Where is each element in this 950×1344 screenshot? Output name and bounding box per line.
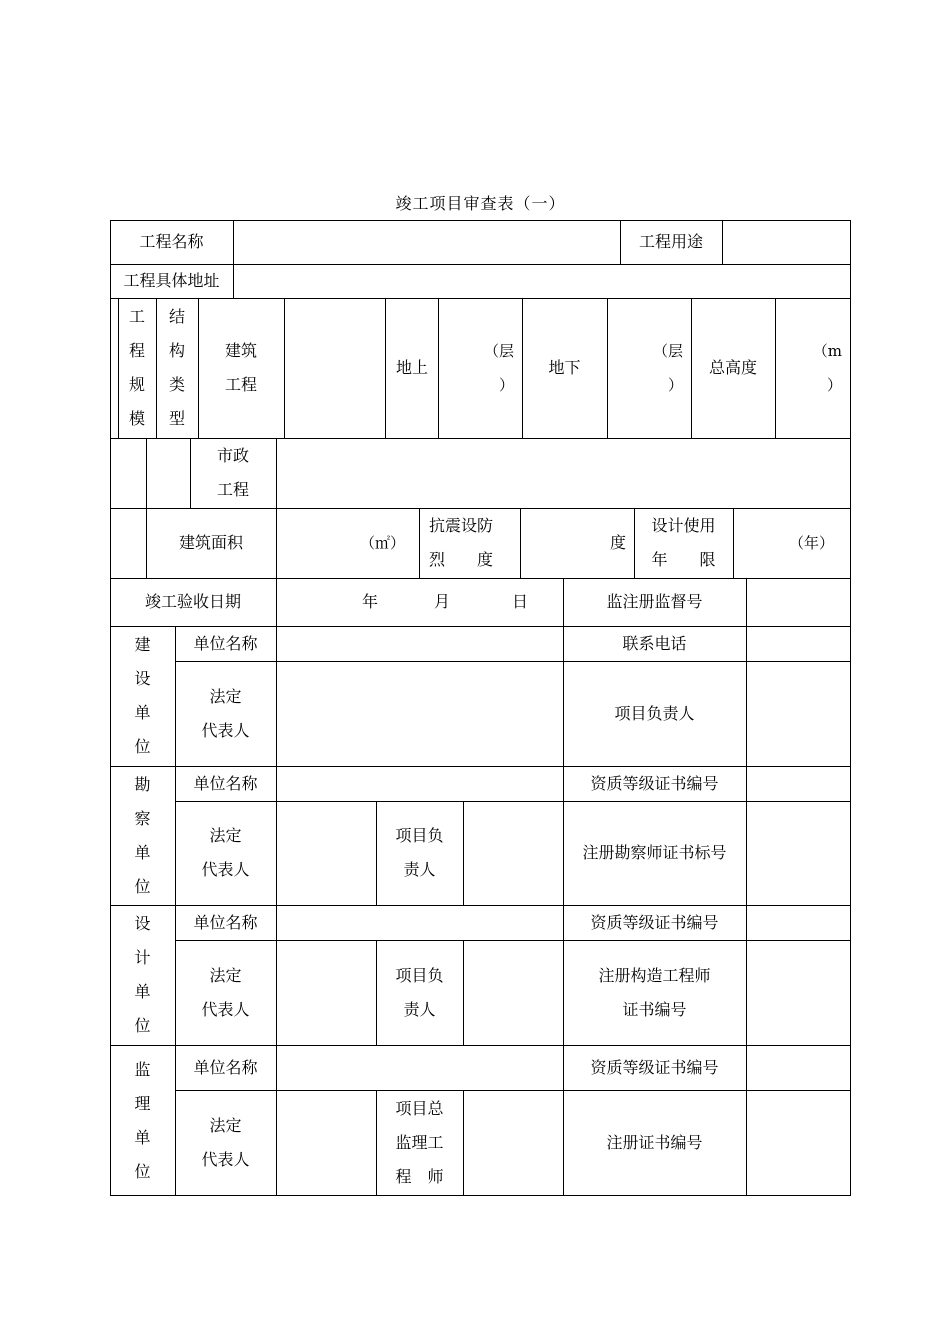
supervision-legal-rep-label: 法定 代表人 (201, 1116, 250, 1169)
survey-legal-rep-field[interactable] (277, 801, 376, 905)
construction-legal-rep-field[interactable] (277, 661, 563, 766)
project-name-label: 工程名称 (139, 232, 204, 251)
project-address-label: 工程具体地址 (123, 271, 220, 290)
seismic-intensity-label: 抗震设防 烈 度 (429, 516, 494, 569)
survey-project-leader-field[interactable] (464, 801, 563, 905)
survey-engineer-cert-field[interactable] (747, 801, 850, 905)
supervision-legal-rep-field[interactable] (277, 1090, 376, 1196)
construction-unit-name-field[interactable] (277, 626, 563, 661)
survey-qualification-label: 资质等级证书编号 (590, 773, 719, 793)
construction-phone-label: 联系电话 (622, 633, 687, 653)
chief-supervisor-field[interactable] (464, 1090, 563, 1196)
survey-qualification-field[interactable] (747, 766, 850, 801)
survey-unit-name-field[interactable] (277, 766, 563, 801)
supervision-unit-name-label: 单位名称 (193, 1057, 258, 1077)
project-name-field[interactable] (234, 220, 620, 264)
construction-unit-label: 建 设 单 位 (134, 635, 151, 756)
municipal-project-label: 市政 工程 (216, 446, 249, 499)
supervision-cert-field[interactable] (747, 1090, 850, 1196)
above-ground-unit[interactable]: （层 ） (483, 342, 514, 394)
project-scale-label: 工 程 规 模 (128, 307, 145, 428)
below-ground-unit[interactable]: （层 ） (652, 342, 683, 394)
supervision-qualification-label: 资质等级证书编号 (590, 1057, 719, 1077)
design-life-label: 设计使用 年 限 (651, 516, 716, 569)
below-ground-label: 地下 (548, 358, 581, 377)
building-project-field[interactable] (285, 298, 385, 438)
design-project-leader-field[interactable] (464, 940, 563, 1045)
above-ground-label: 地上 (395, 358, 428, 377)
design-unit-label: 设 计 单 位 (134, 914, 151, 1035)
supervision-unit-name-field[interactable] (277, 1045, 563, 1090)
design-life-field[interactable]: （年） (788, 534, 834, 552)
page-title: 竣工项目审查表（一） (395, 194, 566, 213)
design-qualification-label: 资质等级证书编号 (590, 912, 719, 932)
building-area-field[interactable]: （㎡） (359, 534, 405, 552)
chief-supervisor-label: 项目总 监理工 程 师 (395, 1099, 444, 1186)
structure-type-label: 结 构 类 型 (168, 307, 185, 428)
design-engineer-cert-label: 注册构造工程师 证书编号 (598, 965, 711, 1019)
acceptance-date-label: 竣工验收日期 (144, 592, 241, 611)
acceptance-year[interactable]: 年 (361, 592, 378, 611)
total-height-unit[interactable]: （m ） (812, 342, 842, 394)
supervision-number-field[interactable] (747, 578, 850, 626)
design-legal-rep-field[interactable] (277, 940, 376, 1045)
survey-project-leader-label: 项目负 责人 (395, 826, 444, 879)
total-height-label: 总高度 (708, 358, 757, 377)
construction-project-leader-field[interactable] (747, 661, 850, 766)
supervision-unit-label: 监 理 单 位 (134, 1059, 151, 1181)
building-project-label: 建筑 工程 (224, 341, 257, 394)
design-legal-rep-label: 法定 代表人 (201, 965, 250, 1019)
design-engineer-cert-field[interactable] (747, 940, 850, 1045)
construction-unit-name-label: 单位名称 (193, 633, 258, 653)
construction-legal-rep-label: 法定 代表人 (201, 686, 250, 740)
design-unit-name-label: 单位名称 (193, 912, 258, 932)
project-use-label: 工程用途 (638, 232, 703, 251)
supervision-cert-label: 注册证书编号 (606, 1133, 703, 1152)
construction-phone-field[interactable] (747, 626, 850, 661)
supervision-number-label: 监注册监督号 (606, 592, 703, 611)
acceptance-month[interactable]: 月 (433, 592, 450, 611)
acceptance-day[interactable]: 日 (511, 592, 528, 611)
supervision-qualification-field[interactable] (747, 1045, 850, 1090)
design-unit-name-field[interactable] (277, 905, 563, 940)
project-use-field[interactable] (723, 220, 850, 264)
project-address-field[interactable] (234, 264, 850, 298)
survey-engineer-cert-label: 注册勘察师证书标号 (582, 843, 727, 862)
survey-legal-rep-label: 法定 代表人 (201, 826, 250, 879)
design-project-leader-label: 项目负 责人 (395, 965, 444, 1019)
survey-unit-name-label: 单位名称 (193, 773, 258, 793)
construction-project-leader-label: 项目负责人 (614, 703, 695, 723)
design-qualification-field[interactable] (747, 905, 850, 940)
municipal-project-field[interactable] (277, 438, 850, 508)
survey-unit-label: 勘 察 单 位 (134, 774, 151, 896)
seismic-intensity-field[interactable]: 度 (609, 533, 626, 552)
building-area-label: 建筑面积 (178, 533, 243, 552)
